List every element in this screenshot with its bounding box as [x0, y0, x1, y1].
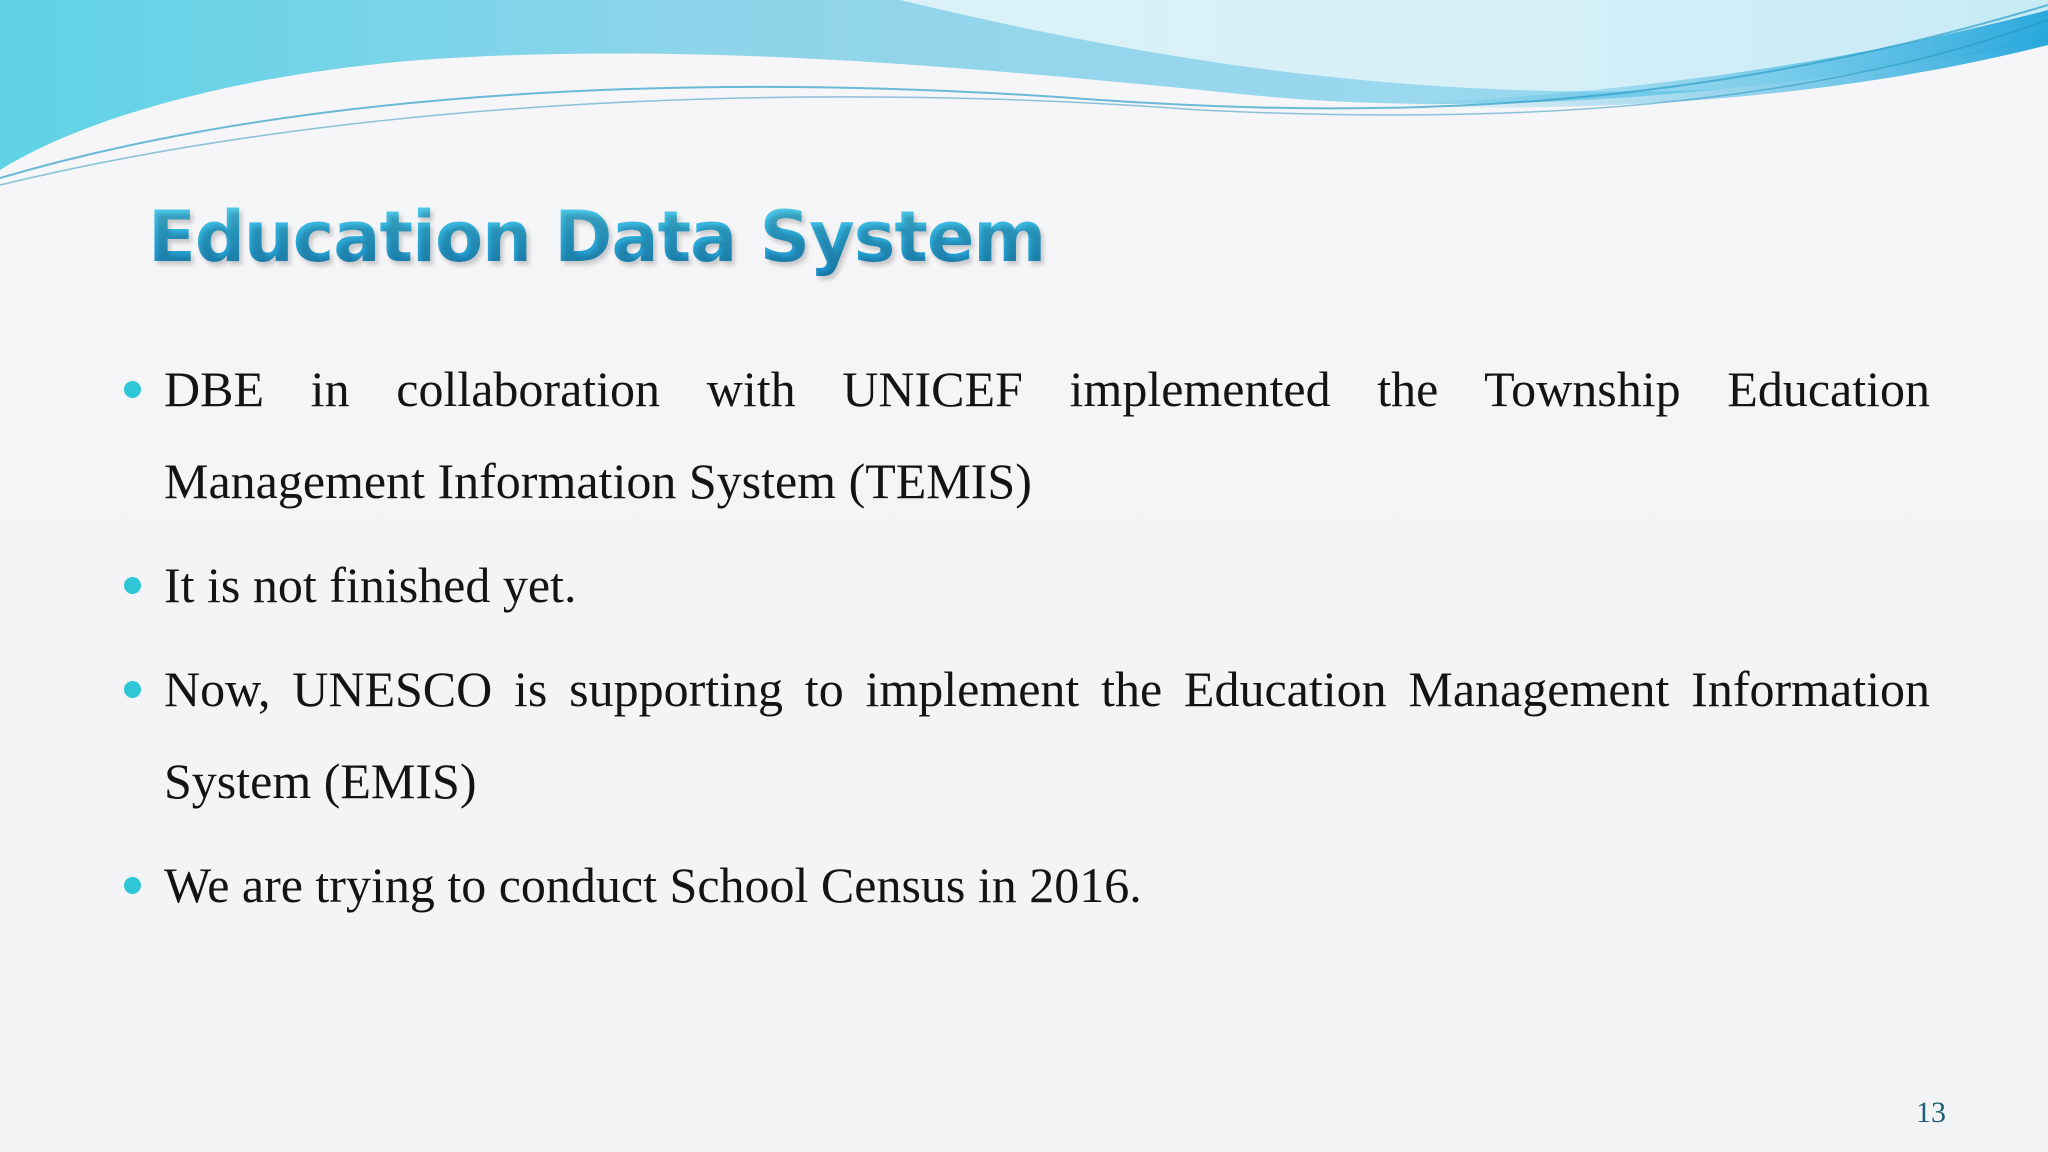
page-number: 13 [1916, 1096, 1946, 1129]
bullet-dot-icon [124, 577, 141, 594]
bullet-dot-icon [124, 877, 141, 894]
bullet-item [118, 343, 1930, 527]
bullet-text: We are trying to conduct School Census in 2016. [164, 857, 1142, 913]
bullet-list [118, 343, 1930, 943]
bullet-dot-icon [124, 381, 141, 398]
bullet-item [118, 643, 1930, 827]
header-wave-decoration [0, 0, 2048, 200]
bullet-text: DBE in collaboration with UNICEF implemented the Township Education Management Information System (TEMIS) [164, 361, 1930, 509]
bullet-dot-icon [124, 681, 141, 698]
bullet-text: It is not finished yet. [164, 557, 577, 613]
slide-title: Education Data System [148, 196, 1046, 278]
bullet-item [118, 839, 1930, 931]
bullet-item [118, 539, 1930, 631]
bullet-text: Now, UNESCO is supporting to implement the Education Management Information System (EMIS) [164, 661, 1930, 809]
